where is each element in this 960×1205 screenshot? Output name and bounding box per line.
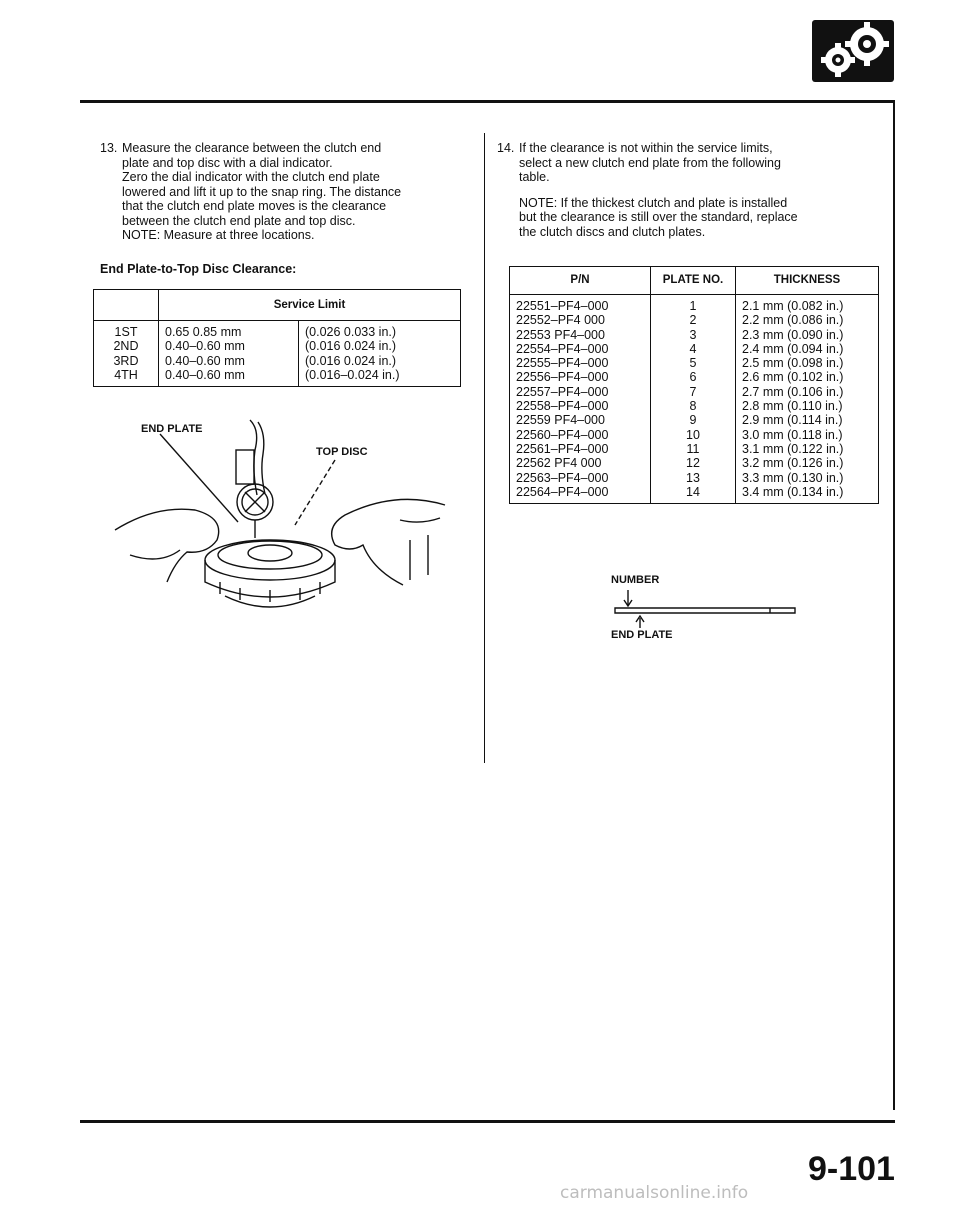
gear-label: 3RD <box>113 353 139 368</box>
pn-column <box>510 295 651 504</box>
clearance-heading: End Plate-to-Top Disc Clearance: <box>100 262 297 276</box>
end-plate-diagram <box>610 588 810 628</box>
plate-no-value: 7 <box>689 384 697 399</box>
thickness-value: 2.9 mm (0.114 in.) <box>742 413 843 428</box>
mm-column <box>159 321 299 387</box>
step-note: NOTE: Measure at three locations. <box>122 228 315 242</box>
step-text-line: table. <box>519 170 550 184</box>
plate-no-value: 12 <box>686 456 700 471</box>
gear-label: 1ST <box>114 325 138 339</box>
plate-no-column <box>651 295 736 504</box>
thickness-value: 2.3 mm (0.090 in.) <box>742 327 844 342</box>
number-label: NUMBER <box>611 574 660 586</box>
inch-column <box>299 321 461 387</box>
header-rule <box>80 100 895 103</box>
pn-value: 22554–PF4–000 <box>516 341 609 356</box>
step-text-line: select a new clutch end plate from the following <box>519 155 781 170</box>
mm-value: 0.40–0.60 mm <box>165 367 245 382</box>
thickness-value: 2.7 mm (0.106 in.) <box>742 384 844 399</box>
plate-no-value: 14 <box>686 484 700 499</box>
pn-value: 22556–PF4–000 <box>516 370 609 385</box>
pn-value: 22553 PF4–000 <box>516 327 605 342</box>
plate-no-value: 6 <box>689 370 697 385</box>
note-line: the clutch discs and clutch plates. <box>519 224 706 239</box>
note-line: NOTE: If the thickest clutch and plate is installed <box>519 195 788 210</box>
gear-column <box>94 321 159 387</box>
inch-value: (0.016–0.024 in.) <box>305 367 400 382</box>
plate-no-value: 4 <box>689 341 697 356</box>
step-text-line: If the clearance is not within the service limits, <box>519 141 773 155</box>
mm-value: 0.40–0.60 mm <box>165 339 245 354</box>
step-text-line: plate and top disc with a dial indicator. <box>122 155 333 170</box>
plate-no-header: PLATE NO. <box>651 267 736 295</box>
plate-no-value: 5 <box>689 356 697 371</box>
step-text-line: that the clutch end plate moves is the clearance <box>122 199 387 213</box>
plate-no-value: 1 <box>689 299 697 313</box>
end-plate-label: END PLATE <box>611 629 673 641</box>
thickness-value: 2.5 mm (0.098 in.) <box>742 356 844 371</box>
column-divider <box>484 133 485 763</box>
pn-header: P/N <box>510 267 651 295</box>
clearance-table <box>93 289 461 387</box>
thickness-value: 2.4 mm (0.094 in.) <box>742 341 844 356</box>
thickness-value: 2.6 mm (0.102 in.) <box>742 370 844 385</box>
mm-value: 0.40–0.60 mm <box>165 353 245 368</box>
inch-value: (0.016 0.024 in.) <box>305 353 397 368</box>
thickness-value: 2.1 mm (0.082 in.) <box>742 299 844 313</box>
page-number: 9-101 <box>808 1150 895 1188</box>
thickness-value: 3.4 mm (0.134 in.) <box>742 484 844 499</box>
pn-value: 22557–PF4–000 <box>516 384 609 399</box>
page-border-right <box>893 100 895 1110</box>
watermark-footer: carmanualsonline.info <box>560 1183 749 1203</box>
thickness-value: 2.2 mm (0.086 in.) <box>742 313 844 328</box>
pn-value: 22558–PF4–000 <box>516 399 609 414</box>
gear-label: 4TH <box>114 367 138 382</box>
plate-no-value: 3 <box>689 327 697 342</box>
dial-indicator-illustration <box>110 410 450 610</box>
plate-no-value: 11 <box>686 441 700 456</box>
thickness-value: 3.1 mm (0.122 in.) <box>742 441 844 456</box>
thickness-value: 3.0 mm (0.118 in.) <box>742 427 843 442</box>
step-text-line: lowered and lift it up to the snap ring. The distance <box>122 184 402 199</box>
gear-label: 2ND <box>113 339 139 354</box>
plate-no-value: 13 <box>686 470 700 485</box>
thickness-column <box>736 295 879 504</box>
thickness-value: 3.3 mm (0.130 in.) <box>742 470 844 485</box>
plate-no-value: 9 <box>689 413 697 428</box>
pn-value: 22561–PF4–000 <box>516 441 609 456</box>
plate-no-value: 10 <box>686 427 700 442</box>
thickness-value: 3.2 mm (0.126 in.) <box>742 456 844 471</box>
end-plate-label: END PLATE <box>141 423 203 435</box>
pn-value: 22552–PF4 000 <box>516 313 605 328</box>
service-limit-header: Service Limit <box>159 290 461 321</box>
footer-rule <box>80 1120 895 1123</box>
step-text-line: Measure the clearance between the clutch end <box>122 141 382 155</box>
note-line: but the clearance is still over the standard, replace <box>519 210 798 224</box>
plate-no-value: 2 <box>689 313 697 328</box>
plate-no-value: 8 <box>689 399 697 414</box>
thickness-value: 2.8 mm (0.110 in.) <box>742 399 843 414</box>
empty-header-cell <box>94 290 159 321</box>
thickness-header: THICKNESS <box>736 267 879 295</box>
step-number: 13. <box>100 141 118 155</box>
pn-value: 22555–PF4–000 <box>516 356 609 371</box>
pn-value: 22560–PF4–000 <box>516 427 609 442</box>
inch-value: (0.026 0.033 in.) <box>305 325 397 339</box>
step-text-line: Zero the dial indicator with the clutch end plate <box>122 170 380 184</box>
pn-value: 22562 PF4 000 <box>516 456 602 471</box>
step-number: 14. <box>497 141 515 155</box>
inch-value: (0.016 0.024 in.) <box>305 339 397 354</box>
pn-value: 22563–PF4–000 <box>516 470 609 485</box>
transmission-gear-icon <box>812 20 894 82</box>
mm-value: 0.65 0.85 mm <box>165 325 242 339</box>
pn-value: 22559 PF4–000 <box>516 413 605 428</box>
plate-selection-table <box>509 266 879 504</box>
top-disc-label: TOP DISC <box>316 446 368 458</box>
pn-value: 22551–PF4–000 <box>516 299 609 313</box>
pn-value: 22564–PF4–000 <box>516 484 609 499</box>
step-text-line: between the clutch end plate and top disc. <box>122 213 356 228</box>
